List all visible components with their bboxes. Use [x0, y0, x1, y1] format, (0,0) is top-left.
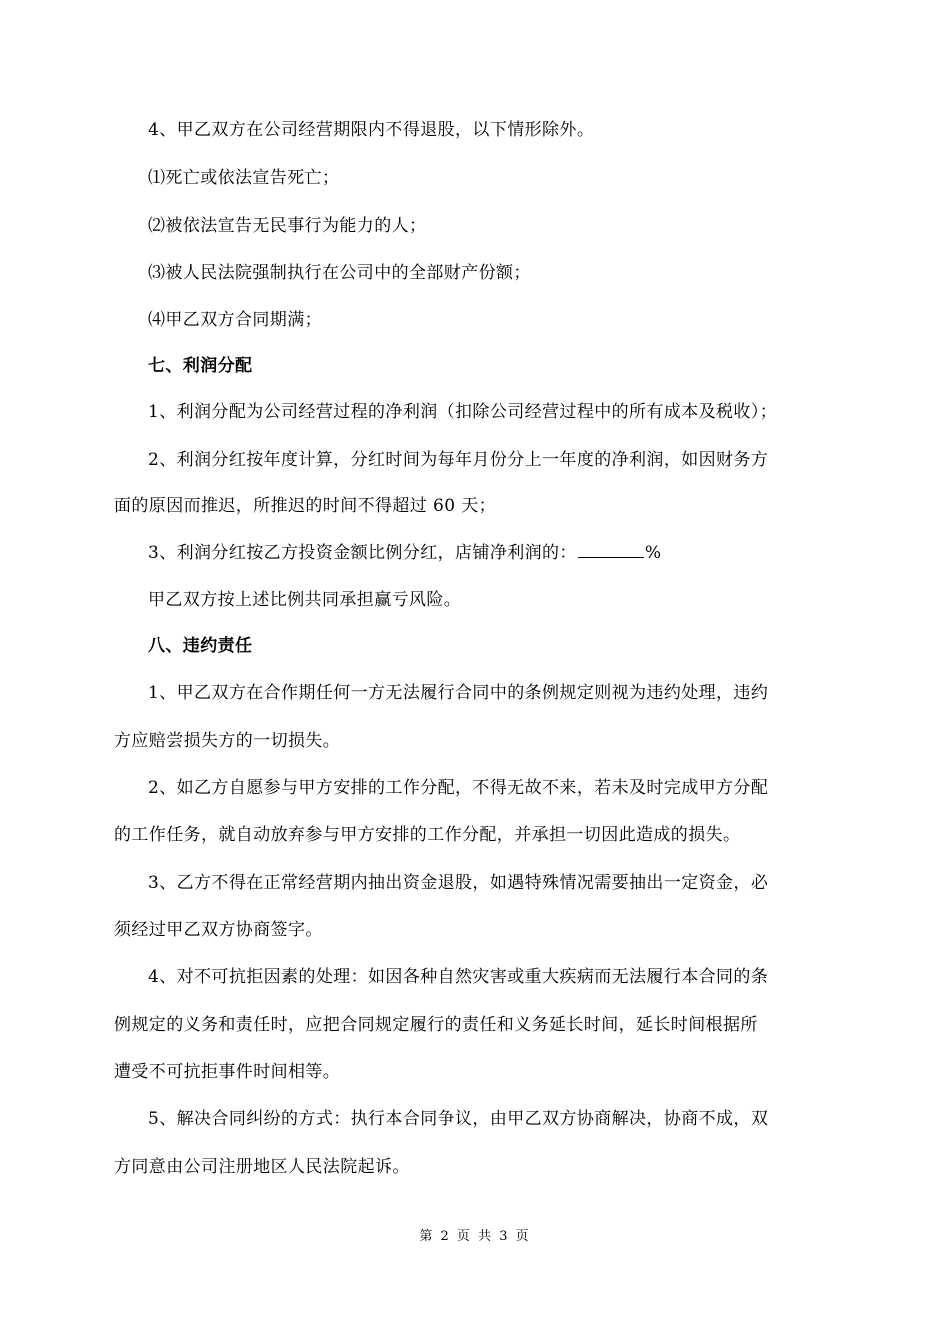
clause-7-2-line2: 面的原因而推迟，所推迟的时间不得超过 60 天；: [114, 496, 497, 516]
percent-sign: %: [644, 543, 662, 563]
page-number-footer: 第 2 页 共 3 页: [419, 1229, 531, 1244]
section-8-heading: 八、违约责任: [148, 636, 253, 656]
clause-8-3-line2: 须经过甲乙双方协商签字。: [114, 920, 323, 940]
clause-8-4-line2: 例规定的义务和责任时，应把合同规定履行的责任和义务延长时间，延长时间根据所: [114, 1015, 758, 1035]
clause-6-4-sub1: ⑴死亡或依法宣告死亡；: [148, 168, 340, 188]
clause-8-1-line2: 方应赔尝损失方的一切损失。: [114, 731, 341, 751]
clause-7-1: 1、利润分配为公司经营过程的净利润（扣除公司经营过程中的所有成本及税收）；: [148, 402, 778, 422]
clause-6-4-sub2: ⑵被依法宣告无民事行为能力的人；: [148, 216, 427, 236]
clause-8-2-line2: 的工作任务，就自动放弃参与甲方安排的工作分配，并承担一切因此造成的损失。: [114, 825, 741, 845]
clause-6-4-sub3: ⑶被人民法院强制执行在公司中的全部财产份额；: [148, 263, 531, 283]
section-7-note: 甲乙双方按上述比例共同承担赢亏风险。: [148, 590, 462, 610]
clause-7-3: [148, 541, 661, 565]
clause-6-4: 4、甲乙双方在公司经营期限内不得退股，以下情形除外。: [148, 120, 595, 140]
clause-8-5-line1: 5、解决合同纠纷的方式：执行本合同争议，由甲乙双方协商解决，协商不成，双: [148, 1109, 769, 1129]
clause-7-3-text: 3、利润分红按乙方投资金额比例分红，店铺净利润的：: [148, 543, 577, 563]
clause-7-2-line1: 2、利润分红按年度计算，分红时间为每年月份分上一年度的净利润，如因财务方: [148, 450, 769, 470]
clause-8-1-line1: 1、甲乙双方在合作期任何一方无法履行合同中的条例规定则视为违约处理，违约: [148, 683, 769, 703]
clause-8-4-line3: 遭受不可抗拒事件时间相等。: [114, 1062, 341, 1082]
section-7-heading: 七、利润分配: [148, 356, 253, 376]
clause-6-4-sub4: ⑷甲乙双方合同期满；: [148, 310, 322, 330]
percentage-blank: [578, 541, 644, 558]
clause-8-5-line2: 方同意由公司注册地区人民法院起诉。: [114, 1157, 410, 1177]
clause-8-4-line1: 4、对不可抗拒因素的处理：如因各种自然灾害或重大疾病而无法履行本合同的条: [148, 967, 769, 987]
clause-8-3-line1: 3、乙方不得在正常经营期内抽出资金退股，如遇特殊情况需要抽出一定资金，必: [148, 873, 769, 893]
clause-8-2-line1: 2、如乙方自愿参与甲方安排的工作分配，不得无故不来，若未及时完成甲方分配: [148, 778, 769, 798]
